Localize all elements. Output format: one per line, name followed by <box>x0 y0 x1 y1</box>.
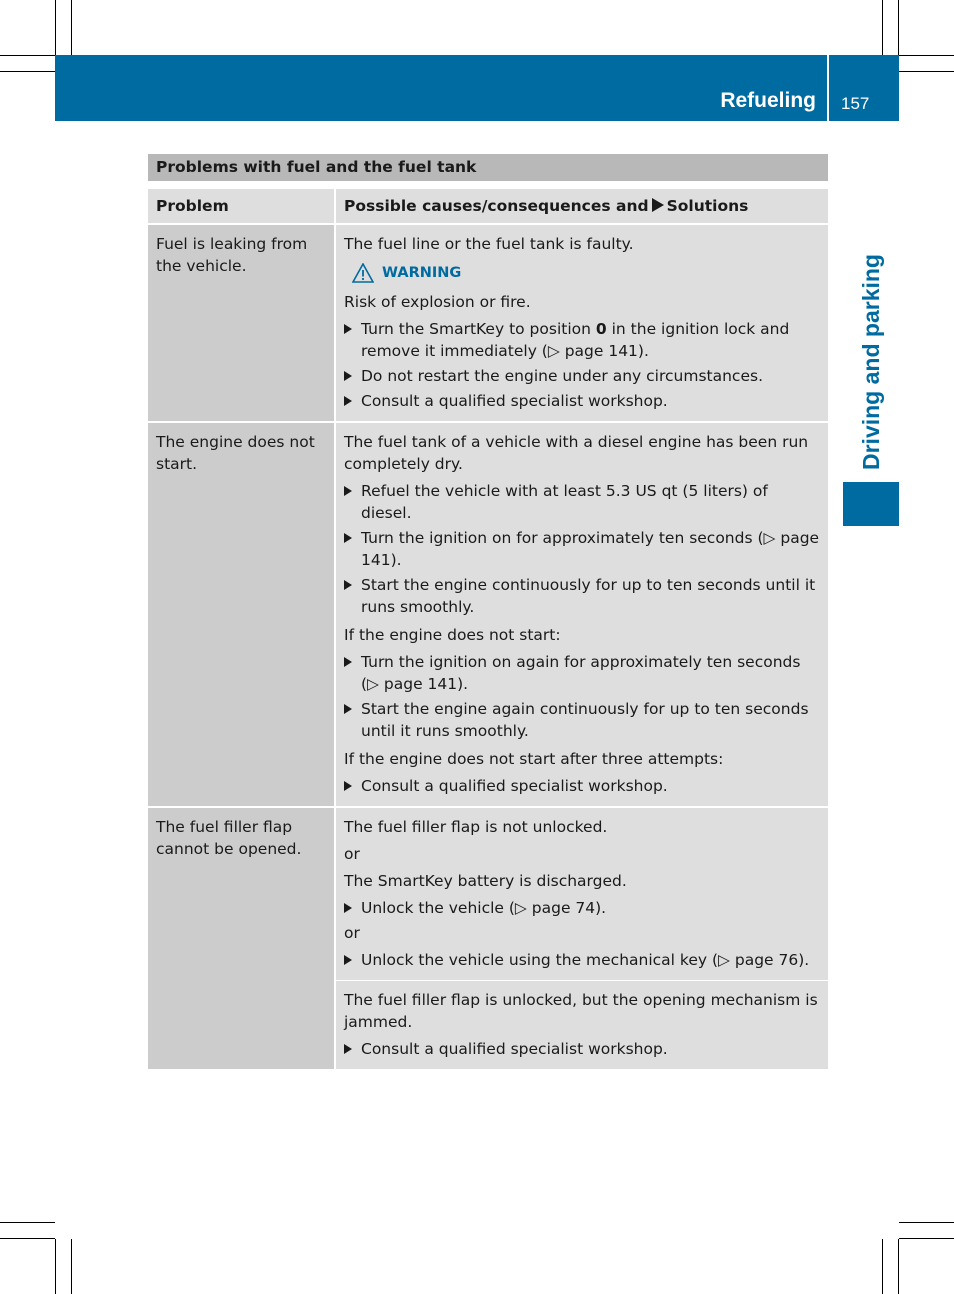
warning-triangle-icon <box>352 263 374 283</box>
cause-text: The SmartKey battery is discharged. <box>344 872 627 890</box>
column-header-problem: Problem <box>148 189 335 224</box>
crop-mark <box>899 1222 954 1223</box>
instruction-step <box>344 698 820 742</box>
instruction-step <box>344 651 820 695</box>
crop-mark <box>899 55 954 56</box>
cause-text: The fuel filler flap is unlocked, but the opening mechanism is jammed. <box>344 991 818 1031</box>
step-text: Unlock the vehicle using the mechanical key (▷ page 76). <box>361 951 810 969</box>
warning-text: Risk of explosion or fire. <box>344 293 531 311</box>
instruction-step <box>344 1038 820 1060</box>
or-text: or <box>344 924 360 942</box>
condition-text: If the engine does not start after three attempts: <box>344 750 724 768</box>
problem-cell: The fuel filler flap cannot be opened. <box>148 807 335 1069</box>
or-text: or <box>344 845 360 863</box>
header-divider <box>827 55 829 121</box>
crop-mark <box>71 0 72 55</box>
step-text: Turn the ignition on again for approximately ten seconds (▷ page 141). <box>361 653 801 693</box>
step-text: Start the engine continuously for up to ten seconds until it runs smoothly. <box>361 576 816 616</box>
instruction-step <box>344 897 820 919</box>
cause-text: The fuel filler flap is not unlocked. <box>344 818 608 836</box>
chapter-tab-marker <box>843 482 899 526</box>
column-header-solution-post: Solutions <box>666 197 749 215</box>
step-arrow-icon <box>344 580 352 590</box>
instruction-step <box>344 318 820 362</box>
crop-mark <box>899 1238 954 1239</box>
step-text: Turn the ignition on for approximately ten seconds (▷ page 141). <box>361 529 820 569</box>
step-text: Start the engine again continuously for up to ten seconds until it runs smoothly. <box>361 700 809 740</box>
instruction-step <box>344 527 820 571</box>
cause-text: The fuel line or the fuel tank is faulty. <box>344 235 634 253</box>
step-arrow-icon <box>344 371 352 381</box>
problem-cell: The engine does not start. <box>148 422 335 807</box>
crop-mark <box>882 0 883 55</box>
step-arrow-icon <box>344 533 352 543</box>
solution-cell <box>335 981 828 1070</box>
step-arrow-icon <box>344 396 352 406</box>
crop-mark <box>0 55 55 56</box>
table-row <box>148 422 828 807</box>
crop-mark <box>898 0 899 55</box>
crop-mark <box>882 1239 883 1294</box>
solution-cell <box>335 807 828 981</box>
instruction-step <box>344 390 820 412</box>
step-text: Refuel the vehicle with at least 5.3 US qt (5 liters) of diesel. <box>361 482 768 522</box>
section-title: Refueling <box>720 89 816 112</box>
crop-mark <box>0 1238 55 1239</box>
warning-label: WARNING <box>382 265 462 281</box>
solution-cell <box>335 224 828 422</box>
crop-mark <box>71 1239 72 1294</box>
step-arrow-icon <box>344 657 352 667</box>
step-text-post: in the ignition lock and remove it immediately (▷ page 141). <box>361 320 790 360</box>
instruction-step <box>344 949 820 971</box>
crop-mark <box>0 1222 55 1223</box>
step-text: Unlock the vehicle (▷ page 74). <box>361 899 607 917</box>
crop-mark <box>55 0 56 55</box>
instruction-step <box>344 480 820 524</box>
column-header-solution <box>335 189 828 224</box>
step-text: Consult a qualified specialist workshop. <box>361 1040 668 1058</box>
step-text-bold: 0 <box>595 320 607 338</box>
table-header-row <box>148 189 828 224</box>
cause-text: The fuel tank of a vehicle with a diesel engine has been run completely dry. <box>344 433 809 473</box>
solution-cell <box>335 422 828 807</box>
step-arrow-icon <box>344 704 352 714</box>
table-row <box>148 224 828 422</box>
step-arrow-icon <box>344 324 352 334</box>
instruction-step <box>344 775 820 797</box>
step-text: Consult a qualified specialist workshop. <box>361 777 668 795</box>
table-row <box>148 807 828 981</box>
column-header-solution-pre: Possible causes/consequences and <box>344 197 649 215</box>
step-text-pre: Turn the SmartKey to position <box>361 320 591 338</box>
crop-mark <box>898 1239 899 1294</box>
step-arrow-icon <box>344 903 352 913</box>
condition-text: If the engine does not start: <box>344 626 561 644</box>
crop-mark <box>0 71 55 72</box>
table-title: Problems with fuel and the fuel tank <box>148 154 828 181</box>
warning-box <box>352 262 820 284</box>
crop-mark <box>899 71 954 72</box>
instruction-step <box>344 574 820 618</box>
step-arrow-icon <box>344 781 352 791</box>
chapter-side-label: Driving and parking <box>858 254 884 470</box>
step-arrow-icon <box>344 955 352 965</box>
instruction-step <box>344 365 820 387</box>
problem-cell: Fuel is leaking from the vehicle. <box>148 224 335 422</box>
problems-table <box>148 189 828 1069</box>
step-arrow-icon <box>344 486 352 496</box>
crop-mark <box>55 1239 56 1294</box>
step-arrow-icon <box>344 1044 352 1054</box>
page-number: 157 <box>841 94 870 113</box>
fuel-problems-table <box>148 154 828 1069</box>
step-text: Consult a qualified specialist workshop. <box>361 392 668 410</box>
step-text: Do not restart the engine under any circumstances. <box>361 367 763 385</box>
arrow-right-icon <box>652 198 664 212</box>
